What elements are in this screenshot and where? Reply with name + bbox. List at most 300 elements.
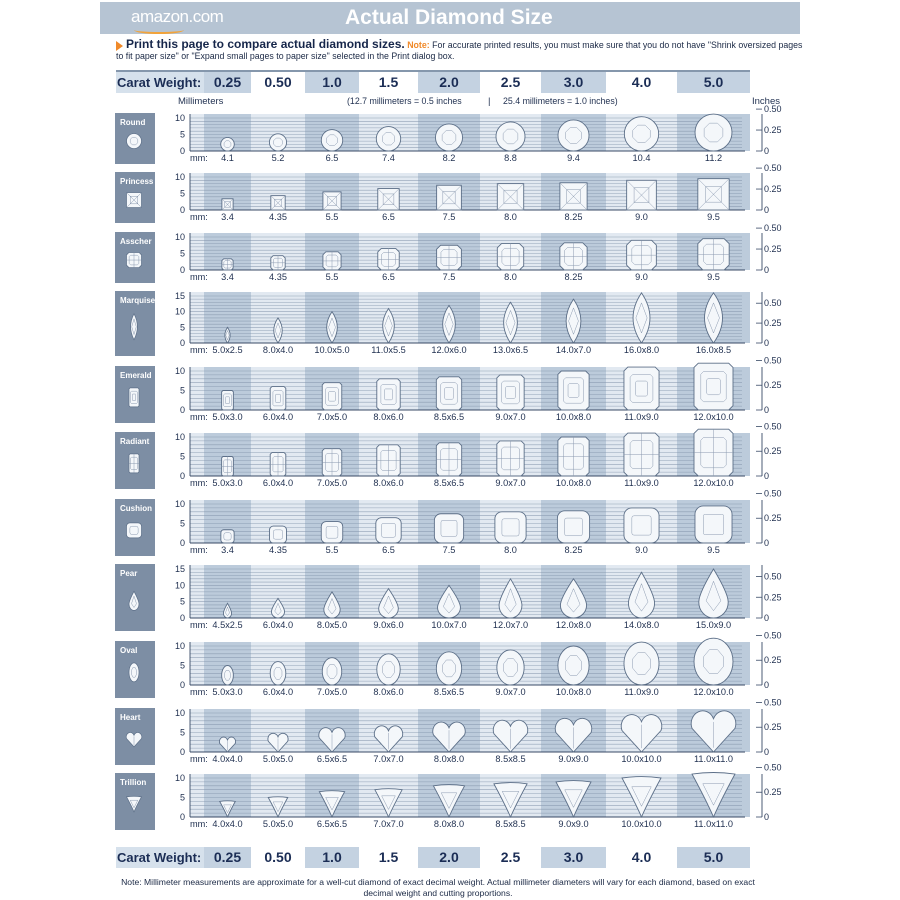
diamond-outline xyxy=(376,518,401,543)
mm-size-label: 9.0 xyxy=(635,212,648,222)
mm-size-label: 15.0x9.0 xyxy=(695,620,732,630)
diamond-outline xyxy=(322,449,342,476)
inch-axis-tick: 0.50 xyxy=(764,298,782,309)
mm-prefix: mm: xyxy=(190,153,208,163)
shape-name: Pear xyxy=(120,569,138,578)
oval-icon xyxy=(129,663,139,682)
conversion-divider: | xyxy=(488,96,491,107)
mm-size-label: 11.0x9.0 xyxy=(624,478,659,488)
mm-axis-tick: 0 xyxy=(179,680,185,690)
emerald-icon xyxy=(129,388,139,407)
shape-panel xyxy=(115,432,155,489)
mm-axis-tick: 5 xyxy=(179,660,185,671)
mm-size-label: 10.0x8.0 xyxy=(555,478,592,488)
diamond-outline xyxy=(270,662,286,685)
shape-row-radiant xyxy=(115,421,782,489)
mm-size-label: 8.0x8.0 xyxy=(433,819,465,829)
diamond-outline xyxy=(322,383,342,410)
inch-axis-tick: 0 xyxy=(764,747,770,757)
mm-size-label: 4.5x2.5 xyxy=(212,620,243,630)
shape-name: Heart xyxy=(120,713,141,722)
diamond-outline xyxy=(497,650,524,685)
shape-row-round xyxy=(115,104,782,164)
carat-value: 1.0 xyxy=(305,72,359,93)
diamond-outline xyxy=(497,244,523,270)
diamond-outline xyxy=(698,239,729,270)
diamond-outline xyxy=(560,183,587,210)
inch-axis-tick: 0.50 xyxy=(764,488,782,499)
footer-note: Note: Millimeter measurements are approximate for a well-cut diamond of exact decimal weight. Actual millimeter diameters will vary for each diamond, based on exact decimal weight and cutting proportions. xyxy=(121,877,755,898)
mm-size-label: 6.0x4.0 xyxy=(262,412,294,422)
mm-axis-tick: 0 xyxy=(179,146,185,156)
mm-axis-tick: 10 xyxy=(174,172,185,182)
carat-value: 3.0 xyxy=(541,847,606,868)
mm-prefix: mm: xyxy=(190,412,208,422)
conversion-right: 25.4 millimeters = 1.0 inches) xyxy=(503,96,618,106)
mm-axis-tick: 5 xyxy=(179,451,185,462)
diamond-outline xyxy=(694,429,733,476)
diamond-outline xyxy=(560,243,587,270)
mm-size-label: 8.0x4.0 xyxy=(262,345,294,355)
mm-size-label: 8.5x6.5 xyxy=(433,687,465,697)
mm-axis-tick: 5 xyxy=(179,727,185,738)
shape-name: Marquise xyxy=(120,296,156,305)
shape-name: Oval xyxy=(120,646,138,655)
inches-label: Inches xyxy=(752,96,780,107)
mm-axis-tick: 10 xyxy=(174,432,185,442)
mm-size-label: 11.0x9.0 xyxy=(624,412,659,422)
asscher-icon xyxy=(127,253,142,268)
mm-size-label: 8.25 xyxy=(564,212,583,222)
carat-value: 0.50 xyxy=(251,847,305,868)
inch-axis-tick: 0 xyxy=(764,471,770,481)
conversion-left: (12.7 millimeters = 0.5 inches xyxy=(347,96,462,106)
mm-axis-tick: 0 xyxy=(179,471,185,481)
mm-axis-tick: 0 xyxy=(179,747,185,757)
mm-size-label: 8.25 xyxy=(564,272,583,282)
diamond-outline xyxy=(627,180,657,210)
shape-panel xyxy=(115,641,155,698)
mm-prefix: mm: xyxy=(190,819,208,829)
mm-size-label: 12.0x10.0 xyxy=(693,478,734,488)
diamond-outline xyxy=(624,117,658,151)
mm-axis-tick: 10 xyxy=(174,366,185,376)
carat-value: 2.0 xyxy=(418,847,480,868)
carat-value: 4.0 xyxy=(606,847,677,868)
diamond-outline xyxy=(694,363,733,410)
diamond-outline xyxy=(269,134,286,151)
shape-row-trillion xyxy=(115,762,782,830)
inch-axis-tick: 0 xyxy=(764,405,770,415)
diamond-outline xyxy=(558,646,589,685)
inch-axis-tick: 0.25 xyxy=(764,380,782,391)
diamond-outline xyxy=(627,240,657,270)
mm-size-label: 8.0x8.0 xyxy=(433,754,465,764)
diamond-outline xyxy=(557,511,589,543)
diamond-outline xyxy=(437,185,462,210)
inch-axis-tick: 0 xyxy=(764,205,770,215)
mm-size-label: 6.0x4.0 xyxy=(262,620,294,630)
inch-axis-tick: 0.25 xyxy=(764,655,782,666)
mm-size-label: 5.0x5.0 xyxy=(262,754,294,764)
mm-size-label: 9.0x9.0 xyxy=(558,754,589,764)
diamond-outline xyxy=(222,391,234,411)
diamond-outline xyxy=(221,530,234,543)
diamond-outline xyxy=(495,512,526,543)
inch-axis-tick: 0 xyxy=(764,338,770,348)
mm-size-label: 4.0x4.0 xyxy=(212,819,243,829)
mm-size-label: 8.5x6.5 xyxy=(433,478,465,488)
shape-row-asscher xyxy=(115,223,782,283)
mm-size-label: 3.4 xyxy=(221,545,234,555)
mm-size-label: 5.5 xyxy=(325,212,339,222)
shape-panel xyxy=(115,499,155,556)
mm-axis-tick: 0 xyxy=(179,265,185,275)
mm-size-label: 12.0x7.0 xyxy=(492,620,529,630)
radiant-icon xyxy=(129,454,139,473)
diamond-outline xyxy=(497,441,524,476)
mm-prefix: mm: xyxy=(190,687,208,697)
inch-axis-tick: 0 xyxy=(764,538,770,548)
mm-size-label: 11.0x11.0 xyxy=(694,819,733,829)
inch-axis-tick: 0.50 xyxy=(764,223,782,234)
diamond-outline xyxy=(321,522,342,543)
cushion-icon xyxy=(127,523,142,538)
inch-axis-tick: 0.50 xyxy=(764,762,782,773)
inch-axis-tick: 0.50 xyxy=(764,355,782,366)
mm-prefix: mm: xyxy=(190,620,208,630)
mm-size-label: 7.4 xyxy=(382,153,395,163)
diamond-outline xyxy=(624,433,659,476)
shape-name: Radiant xyxy=(120,437,150,446)
diamond-outline xyxy=(558,371,589,410)
shape-row-pear xyxy=(115,564,782,631)
shape-name: Trillion xyxy=(120,778,147,787)
mm-size-label: 6.5x6.5 xyxy=(316,754,348,764)
mm-size-label: 8.8 xyxy=(504,153,517,163)
mm-size-label: 6.5 xyxy=(325,153,339,163)
instructions-heading: Print this page to compare actual diamond sizes. xyxy=(126,37,405,51)
shape-row-oval xyxy=(115,630,782,698)
mm-axis-tick: 0 xyxy=(179,205,185,215)
diamond-outline xyxy=(378,249,399,270)
mm-size-label: 8.0x6.0 xyxy=(373,687,404,697)
mm-size-label: 7.0x5.0 xyxy=(316,478,348,488)
mm-size-label: 4.35 xyxy=(269,272,287,282)
mm-axis-tick: 10 xyxy=(174,641,185,651)
carat-value: 2.5 xyxy=(480,72,541,93)
mm-size-label: 10.0x8.0 xyxy=(555,412,592,422)
inch-axis-tick: 0.25 xyxy=(764,787,782,798)
diamond-outline xyxy=(624,367,659,410)
mm-size-label: 5.0x5.0 xyxy=(262,819,294,829)
shape-row-cushion xyxy=(115,488,782,556)
mm-axis-tick: 5 xyxy=(179,518,185,529)
mm-prefix: mm: xyxy=(190,345,208,355)
mm-size-label: 8.5x8.5 xyxy=(495,819,526,829)
inch-axis-tick: 0.50 xyxy=(764,163,782,174)
inch-axis-tick: 0 xyxy=(764,812,770,822)
shape-name: Round xyxy=(120,118,146,127)
page-title: Actual Diamond Size xyxy=(345,6,553,29)
shape-panel xyxy=(115,291,156,356)
diamond-outline xyxy=(221,137,235,151)
mm-axis-tick: 0 xyxy=(179,405,185,415)
mm-size-label: 6.5 xyxy=(382,545,395,555)
mm-size-label: 9.0x9.0 xyxy=(558,819,589,829)
round-icon xyxy=(127,134,142,149)
mm-size-label: 9.0x7.0 xyxy=(495,687,526,697)
mm-axis-tick: 5 xyxy=(179,792,185,803)
mm-size-label: 8.0 xyxy=(504,545,517,555)
diamond-outline xyxy=(497,375,524,410)
mm-size-label: 9.5 xyxy=(707,545,720,555)
diamond-outline xyxy=(377,379,400,410)
mm-size-label: 12.0x8.0 xyxy=(555,620,592,630)
carat-weight-label-bottom: Carat Weight: xyxy=(116,847,204,868)
mm-size-label: 9.5 xyxy=(707,212,720,222)
inch-axis-tick: 0.50 xyxy=(764,104,782,115)
shape-panel xyxy=(115,366,155,423)
carat-value: 1.5 xyxy=(359,72,418,93)
mm-size-label: 4.0x4.0 xyxy=(212,754,243,764)
mm-axis-tick: 10 xyxy=(174,113,185,123)
shape-panel xyxy=(115,708,155,765)
mm-axis-tick: 15 xyxy=(174,564,185,574)
diamond-outline xyxy=(496,122,525,151)
mm-size-label: 5.5 xyxy=(325,545,339,555)
diamond-outline xyxy=(271,196,285,210)
mm-size-label: 7.5 xyxy=(442,545,456,555)
mm-size-label: 7.5 xyxy=(442,212,456,222)
mm-size-label: 9.0x6.0 xyxy=(373,620,404,630)
diamond-outline xyxy=(323,192,341,210)
mm-axis-tick: 10 xyxy=(174,306,185,317)
shape-row-heart xyxy=(115,697,782,765)
mm-size-label: 11.0x9.0 xyxy=(624,687,659,697)
carat-value: 2.5 xyxy=(480,847,541,868)
diamond-outline xyxy=(222,199,233,210)
shape-row-marquise xyxy=(115,291,782,356)
inch-axis-tick: 0 xyxy=(764,680,770,690)
inch-axis-tick: 0.25 xyxy=(764,446,782,457)
mm-size-label: 8.2 xyxy=(442,153,456,163)
diamond-outline xyxy=(270,387,286,410)
mm-size-label: 8.25 xyxy=(564,545,583,555)
mm-size-label: 4.35 xyxy=(269,212,287,222)
mm-size-label: 16.0x8.0 xyxy=(623,345,660,355)
mm-axis-tick: 10 xyxy=(174,499,185,509)
shape-panel xyxy=(115,564,155,631)
mm-size-label: 10.0x10.0 xyxy=(621,819,662,829)
diamond-outline xyxy=(624,508,659,543)
mm-size-label: 8.0x6.0 xyxy=(373,478,404,488)
shape-name: Asscher xyxy=(120,237,152,246)
amazon-logo: amazon.com xyxy=(131,7,224,26)
carat-value: 5.0 xyxy=(677,847,750,868)
diamond-outline xyxy=(558,120,589,151)
diamond-outline xyxy=(270,453,286,476)
carat-value: 5.0 xyxy=(677,72,750,93)
mm-size-label: 6.0x4.0 xyxy=(262,687,294,697)
mm-axis-tick: 10 xyxy=(174,580,185,591)
millimeters-label: Millimeters xyxy=(178,96,224,107)
mm-size-label: 13.0x6.5 xyxy=(492,345,529,355)
mm-axis-tick: 0 xyxy=(179,338,185,348)
mm-size-label: 12.0x6.0 xyxy=(431,345,467,355)
mm-size-label: 11.0x11.0 xyxy=(694,754,733,764)
mm-axis-tick: 0 xyxy=(179,538,185,548)
inch-axis-tick: 0 xyxy=(764,265,770,275)
mm-axis-tick: 10 xyxy=(174,708,185,718)
mm-size-label: 12.0x10.0 xyxy=(693,412,734,422)
mm-prefix: mm: xyxy=(190,545,208,555)
diamond-outline xyxy=(321,130,342,151)
mm-axis-tick: 5 xyxy=(179,188,185,199)
mm-size-label: 4.1 xyxy=(221,153,234,163)
princess-icon xyxy=(127,193,142,208)
mm-size-label: 8.0 xyxy=(504,212,517,222)
mm-size-label: 11.2 xyxy=(704,153,723,163)
mm-size-label: 8.0x6.0 xyxy=(373,412,404,422)
shape-name: Princess xyxy=(120,177,154,186)
inch-axis-tick: 0.25 xyxy=(764,125,782,136)
diamond-outline xyxy=(558,437,589,476)
diamond-outline xyxy=(378,189,399,210)
carat-value: 3.0 xyxy=(541,72,606,93)
diamond-outline xyxy=(323,252,341,270)
instructions-note-label: Note: xyxy=(407,40,430,50)
mm-axis-tick: 10 xyxy=(174,773,185,783)
carat-value: 2.0 xyxy=(418,72,480,93)
mm-size-label: 6.5x6.5 xyxy=(316,819,348,829)
mm-size-label: 7.0x5.0 xyxy=(316,412,348,422)
diamond-outline xyxy=(270,526,287,543)
mm-size-label: 9.0x7.0 xyxy=(495,412,526,422)
shape-panel xyxy=(115,172,155,223)
mm-size-label: 7.0x7.0 xyxy=(373,819,404,829)
diamond-outline xyxy=(376,127,400,151)
mm-size-label: 5.0x3.0 xyxy=(212,687,243,697)
mm-prefix: mm: xyxy=(190,754,208,764)
inch-axis-tick: 0.50 xyxy=(764,421,782,432)
carat-weight-label: Carat Weight: xyxy=(116,72,204,93)
mm-size-label: 9.0 xyxy=(635,272,648,282)
mm-size-label: 5.0x3.0 xyxy=(212,478,243,488)
diamond-outline xyxy=(434,514,463,543)
diamond-outline xyxy=(695,506,732,543)
carat-value: 0.25 xyxy=(204,847,251,868)
carat-value: 0.25 xyxy=(204,72,251,93)
mm-size-label: 16.0x8.5 xyxy=(695,345,732,355)
mm-size-label: 4.35 xyxy=(269,545,287,555)
carat-value: 4.0 xyxy=(606,72,677,93)
mm-axis-tick: 5 xyxy=(179,248,185,259)
inch-axis-tick: 0 xyxy=(764,146,770,156)
diamond-outline xyxy=(497,184,523,210)
shape-row-princess xyxy=(115,163,782,223)
diamond-outline xyxy=(437,245,462,270)
chart-bands xyxy=(190,774,750,817)
mm-size-label: 12.0x10.0 xyxy=(693,687,734,697)
mm-size-label: 8.0 xyxy=(504,272,517,282)
inch-axis-tick: 0.25 xyxy=(764,184,782,195)
mm-size-label: 5.5 xyxy=(325,272,339,282)
mm-size-label: 9.0x7.0 xyxy=(495,478,526,488)
mm-size-label: 9.0 xyxy=(635,545,648,555)
mm-axis-tick: 15 xyxy=(174,291,185,301)
mm-size-label: 5.0x2.5 xyxy=(212,345,243,355)
mm-size-label: 5.2 xyxy=(271,153,285,163)
mm-size-label: 10.0x5.0 xyxy=(314,345,350,355)
mm-size-label: 10.0x10.0 xyxy=(621,754,662,764)
shape-name: Cushion xyxy=(120,504,152,513)
diamond-outline xyxy=(222,259,233,270)
shape-name: Emerald xyxy=(120,371,152,380)
mm-size-label: 7.5 xyxy=(442,272,456,282)
mm-size-label: 7.0x5.0 xyxy=(316,687,348,697)
diamond-outline xyxy=(222,666,234,686)
shape-panel xyxy=(115,773,155,830)
mm-size-label: 10.0x8.0 xyxy=(555,687,592,697)
mm-size-label: 6.0x4.0 xyxy=(262,478,294,488)
mm-axis-tick: 5 xyxy=(179,129,185,140)
carat-value: 1.5 xyxy=(359,847,418,868)
inch-axis-tick: 0.25 xyxy=(764,513,782,524)
inch-axis-tick: 0.50 xyxy=(764,630,782,641)
diamond-outline xyxy=(271,256,285,270)
mm-size-label: 7.0x7.0 xyxy=(373,754,404,764)
carat-weight-footer xyxy=(116,847,750,868)
diamond-outline xyxy=(694,638,733,685)
diamond-outline xyxy=(624,642,659,685)
instructions-text: For accurate printed results, you must make sure that you do not have "Shrink oversized pages to fit paper size" or "Expand small pages to paper size" selected in the Print dialog box. xyxy=(116,40,803,61)
diamond-outline xyxy=(222,457,234,477)
diamond-outline xyxy=(698,179,729,210)
shape-panel xyxy=(115,113,155,164)
inch-axis-tick: 0.50 xyxy=(764,697,782,708)
diamond-outline xyxy=(436,443,461,476)
diamond-outline xyxy=(436,652,461,685)
shape-panel xyxy=(115,232,155,283)
mm-axis-tick: 5 xyxy=(179,385,185,396)
shape-row-emerald xyxy=(115,355,782,423)
mm-axis-tick: 10 xyxy=(174,232,185,242)
mm-size-label: 6.5 xyxy=(382,212,395,222)
mm-prefix: mm: xyxy=(190,272,208,282)
mm-size-label: 14.0x8.0 xyxy=(623,620,660,630)
mm-size-label: 9.4 xyxy=(567,153,580,163)
diamond-outline xyxy=(322,658,342,685)
inch-axis-tick: 0.25 xyxy=(764,244,782,255)
carat-value: 1.0 xyxy=(305,847,359,868)
mm-size-label: 10.0x7.0 xyxy=(431,620,467,630)
mm-axis-tick: 0 xyxy=(179,613,185,623)
diamond-outline xyxy=(435,124,462,151)
inch-axis-tick: 0.25 xyxy=(764,592,782,603)
mm-size-label: 14.0x7.0 xyxy=(555,345,592,355)
mm-axis-tick: 0 xyxy=(179,812,185,822)
diamond-outline xyxy=(436,377,461,410)
mm-prefix: mm: xyxy=(190,478,208,488)
mm-axis-tick: 5 xyxy=(179,322,185,333)
mm-axis-tick: 5 xyxy=(179,596,185,607)
inch-axis-tick: 0.25 xyxy=(764,318,782,329)
mm-size-label: 8.5x6.5 xyxy=(433,412,465,422)
mm-size-label: 9.5 xyxy=(707,272,720,282)
mm-prefix: mm: xyxy=(190,212,208,222)
diamond-outline xyxy=(695,114,732,151)
